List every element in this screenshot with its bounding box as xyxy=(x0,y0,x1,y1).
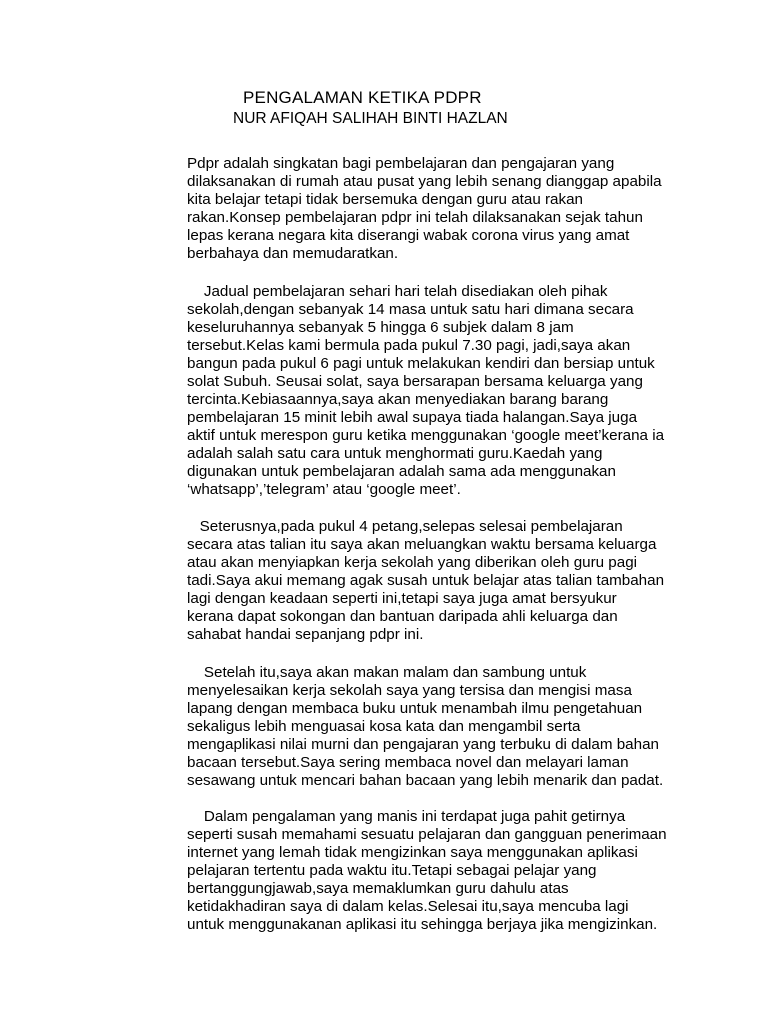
document-title: PENGALAMAN KETIKA PDPR xyxy=(243,88,482,107)
paragraph-line: Setelah itu,saya akan makan malam dan sambung untuk xyxy=(187,664,587,681)
paragraph-4 xyxy=(187,664,687,790)
paragraph-line: keseluruhannya sebanyak 5 hingga 6 subjek dalam 8 jam xyxy=(187,319,574,336)
paragraph-line: kita belajar tetapi tidak bersemuka dengan guru atau rakan xyxy=(187,191,583,208)
paragraph-line: bertanggungjawab,saya memaklumkan guru dahulu atas xyxy=(187,880,569,897)
paragraph-line: solat Subuh. Seusai solat, saya bersarapan bersama keluarga yang xyxy=(187,373,643,390)
paragraph-line: tersebut.Kelas kami bermula pada pukul 7.30 pagi, jadi,saya akan xyxy=(187,337,631,354)
paragraph-3 xyxy=(187,518,687,644)
paragraph-line: ketidakhadiran saya di dalam kelas.Selesai itu,saya mencuba lagi xyxy=(187,898,629,915)
paragraph-line: sekolah,dengan sebanyak 14 masa untuk satu hari dimana secara xyxy=(187,301,634,318)
paragraph-line: mengaplikasi nilai murni dan pengajaran yang terbuku di dalam bahan xyxy=(187,736,659,753)
paragraph-line: pelajaran tertentu pada waktu itu.Tetapi sebagai pelajar yang xyxy=(187,862,597,879)
paragraph-line: sekaligus lebih menguasai kosa kata dan mengambil serta xyxy=(187,718,581,735)
paragraph-line: kerana dapat sokongan dan bantuan daripada ahli keluarga dan xyxy=(187,608,618,625)
paragraph-line: ‘whatsapp’,’telegram’ atau ‘google meet’. xyxy=(187,481,461,498)
paragraph-line: adalah salah satu cara untuk menghormati guru.Kaedah yang xyxy=(187,445,603,462)
paragraph-line: tadi.Saya akui memang agak susah untuk belajar atas talian tambahan xyxy=(187,572,665,589)
paragraph-line: tercinta.Kebiasaannya,saya akan menyediakan barang barang xyxy=(187,391,609,408)
paragraph-line: bangun pada pukul 6 pagi untuk melakukan kendiri dan bersiap untuk xyxy=(187,355,655,372)
paragraph-line: seperti susah memahami sesuatu pelajaran dan gangguan penerimaan xyxy=(187,826,667,843)
paragraph-line: digunakan untuk pembelajaran adalah sama ada menggunakan xyxy=(187,463,616,480)
paragraph-2 xyxy=(187,283,687,499)
paragraph-line: Dalam pengalaman yang manis ini terdapat juga pahit getirnya xyxy=(187,808,626,825)
paragraph-1 xyxy=(187,155,687,263)
paragraph-5 xyxy=(187,808,687,934)
paragraph-line: Pdpr adalah singkatan bagi pembelajaran dan pengajaran yang xyxy=(187,155,615,172)
paragraph-line: dilaksanakan di rumah atau pusat yang lebih senang dianggap apabila xyxy=(187,173,662,190)
paragraph-line: internet yang lemah tidak mengizinkan saya menggunakan aplikasi xyxy=(187,844,638,861)
paragraph-line: secara atas talian itu saya akan meluangkan waktu bersama keluarga xyxy=(187,536,657,553)
paragraph-line: pembelajaran 15 minit lebih awal supaya tiada halangan.Saya juga xyxy=(187,409,638,426)
paragraph-line: berbahaya dan memudaratkan. xyxy=(187,245,399,262)
paragraph-line: menyelesaikan kerja sekolah saya yang tersisa dan mengisi masa xyxy=(187,682,632,699)
paragraph-line: lagi dengan keadaan seperti ini,tetapi saya juga amat bersyukur xyxy=(187,590,617,607)
paragraph-line: lapang dengan membaca buku untuk menambah ilmu pengetahuan xyxy=(187,700,643,717)
author-name: NUR AFIQAH SALIHAH BINTI HAZLAN xyxy=(233,110,508,127)
paragraph-line: Seterusnya,pada pukul 4 petang,selepas selesai pembelajaran xyxy=(187,518,623,535)
paragraph-line: atau akan menyiapkan kerja sekolah yang diberikan oleh guru pagi xyxy=(187,554,638,571)
paragraph-line: bacaan tersebut.Saya sering membaca novel dan melayari laman xyxy=(187,754,629,771)
paragraph-line: sesawang untuk mencari bahan bacaan yang lebih menarik dan padat. xyxy=(187,772,664,789)
paragraph-line: untuk menggunakanan aplikasi itu sehingga berjaya jika mengizinkan. xyxy=(187,916,658,933)
paragraph-line: Jadual pembelajaran sehari hari telah disediakan oleh pihak xyxy=(187,283,608,300)
paragraph-line: aktif untuk merespon guru ketika menggunakan ‘google meet’kerana ia xyxy=(187,427,665,444)
paragraph-line: rakan.Konsep pembelajaran pdpr ini telah dilaksanakan sejak tahun xyxy=(187,209,643,226)
paragraph-line: lepas kerana negara kita diserangi wabak corona virus yang amat xyxy=(187,227,630,244)
paragraph-line: sahabat handai sepanjang pdpr ini. xyxy=(187,626,424,643)
